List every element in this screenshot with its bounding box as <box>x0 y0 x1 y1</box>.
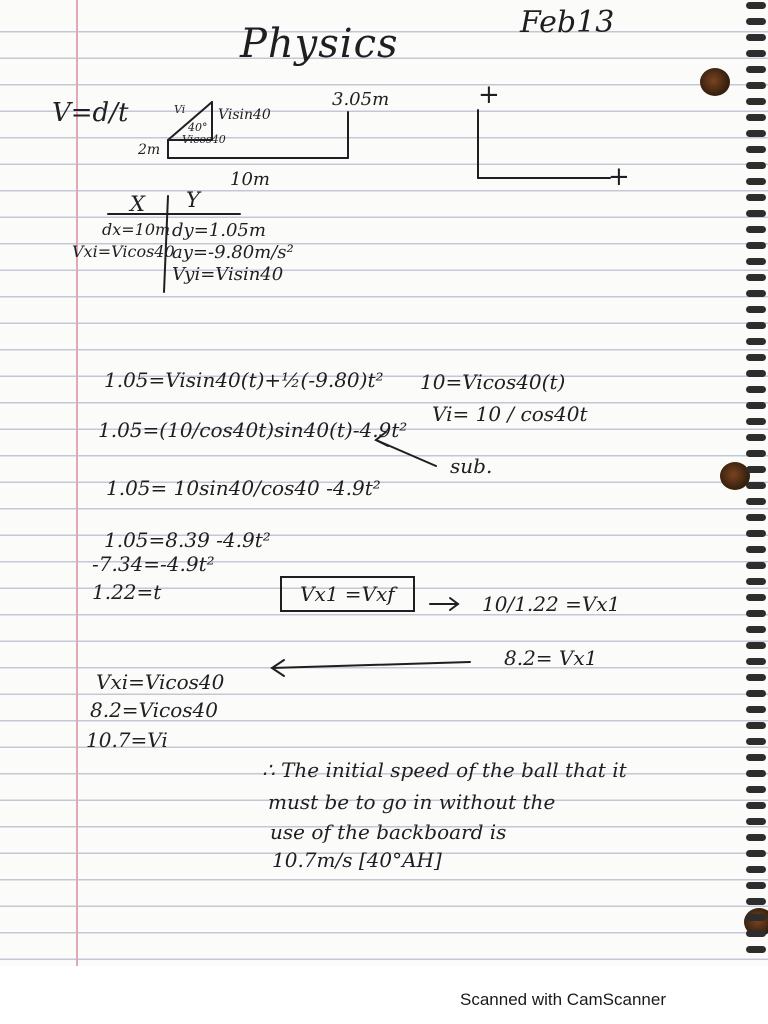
work-eq4: 1.05=8.39 -4.9t² <box>104 528 271 552</box>
work-eq5: -7.34=-4.9t² <box>92 552 215 576</box>
diagram-label-start-height: 2m <box>138 142 161 158</box>
diagram-label-horizontal: Vicos40 <box>182 133 226 146</box>
work-eq6: 1.22=t <box>92 580 162 604</box>
table-divider <box>164 196 168 292</box>
page-title: Physics <box>240 21 399 67</box>
axes-x-plus: + <box>608 162 630 192</box>
scanner-watermark: Scanned with CamScanner <box>460 990 667 1009</box>
work-eq1-right2: Vi= 10 / cos40t <box>432 402 588 426</box>
boxed-equation: Vx1 =Vxf <box>280 576 415 612</box>
table-x-row: dx=10m <box>102 220 171 239</box>
table-y-row: Vyi=Visin40 <box>172 264 284 285</box>
conclusion-line: must be to go in without the <box>268 790 556 814</box>
diagram-label-vertical: Visin40 <box>218 107 271 123</box>
conclusion-line: 10.7m/s [40°AH] <box>272 848 442 872</box>
page-date: Feb13 <box>520 5 615 40</box>
conclusion-line: use of the backboard is <box>270 820 507 844</box>
work-right-frac: 10/1.22 =Vx1 <box>482 592 621 616</box>
diagram-velocity-vector <box>168 102 212 140</box>
table-y-row: ay=-9.80m/s² <box>172 242 294 263</box>
work-back2: 8.2=Vicos40 <box>90 698 219 722</box>
work-eq1: 1.05=Visin40(t)+½(-9.80)t² <box>104 368 384 392</box>
diagram-label-angle: 40° <box>188 121 208 134</box>
work-back3: 10.7=Vi <box>86 728 168 752</box>
table-y-row: dy=1.05m <box>172 220 266 241</box>
diagram-label-distance: 10m <box>230 169 270 190</box>
table-y-header: Y <box>186 188 200 212</box>
axes-y-plus: + <box>478 80 500 110</box>
work-right-val: 8.2= Vx1 <box>504 646 598 670</box>
work-eq1-right: 10=Vicos40(t) <box>420 370 566 394</box>
work-eq2: 1.05=(10/cos40t)sin40(t)-4.9t² <box>98 418 408 442</box>
sub-label: sub. <box>450 454 493 478</box>
table-x-row: Vxi=Vicos40 <box>72 242 175 261</box>
diagram-label-hyp: Vi <box>174 103 186 116</box>
work-back1: Vxi=Vicos40 <box>96 670 225 694</box>
back-arrow-shaft <box>272 662 470 668</box>
speed-formula: V=d/t <box>52 98 129 128</box>
diagram-label-hoop-height: 3.05m <box>332 89 390 110</box>
table-x-header: X <box>130 192 145 216</box>
work-eq3: 1.05= 10sin40/cos40 -4.9t² <box>106 476 381 500</box>
conclusion-line: ∴ The initial speed of the ball that it <box>262 758 627 782</box>
